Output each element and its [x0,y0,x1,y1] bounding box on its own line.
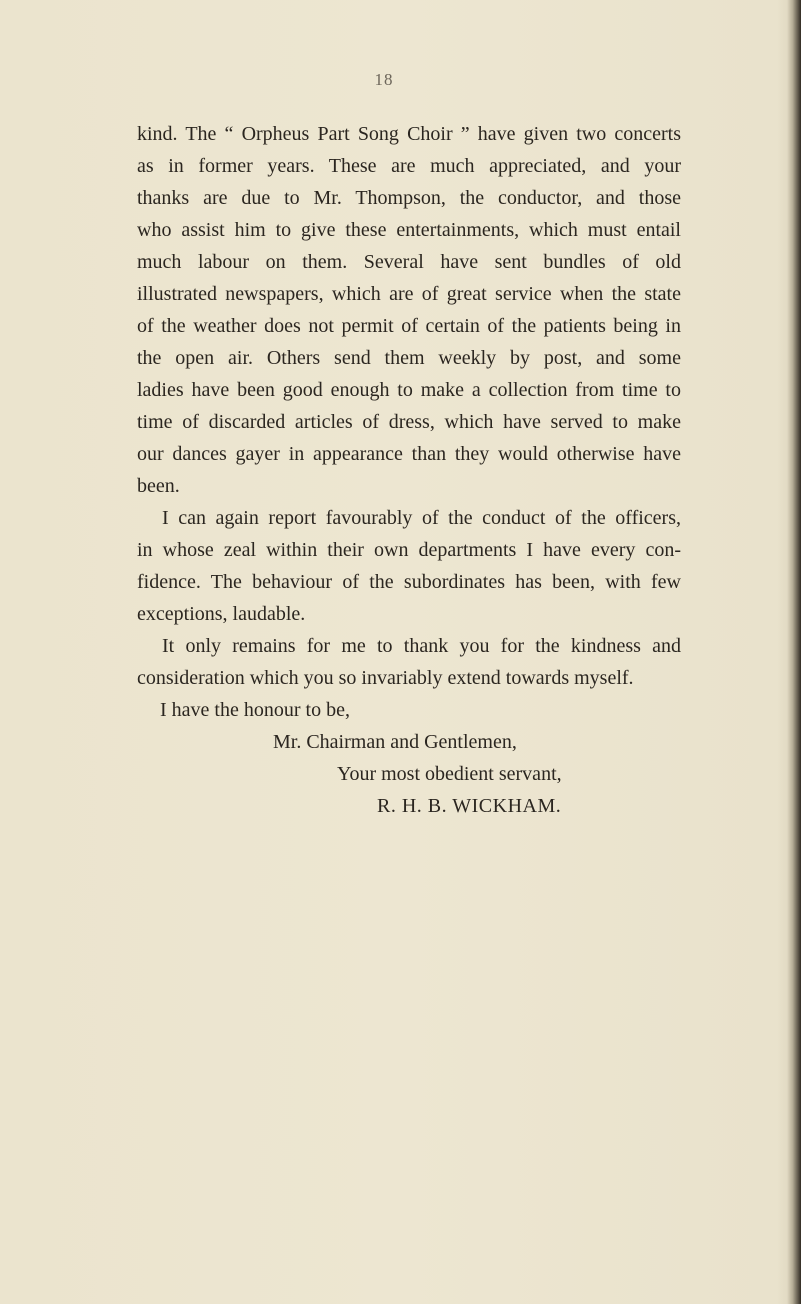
text-line: thanks are due to Mr. Thompson, the conductor, and those [137,187,681,209]
text-line: who assist him to give these entertainments, which must entail [137,219,681,241]
text-line: in whose zeal within their own departments I have every con- [137,539,681,561]
text-line: of the weather does not permit of certain of the patients being in [137,315,681,337]
text-line: exceptions, laudable. [137,603,306,625]
page-edge-shadow [787,0,801,1304]
text-line: been. [137,475,180,497]
text-line: much labour on them. Several have sent bundles of old [137,251,681,273]
report-body [137,118,681,822]
closing-line: I have the honour to be, [160,699,350,721]
text-line: time of discarded articles of dress, which have served to make [137,411,681,433]
signature: R. H. B. WICKHAM. [377,795,562,817]
text-line: I can again report favourably of the conduct of the officers, [162,507,681,529]
text-line: as in former years. These are much appreciated, and your [137,155,681,177]
text-line: consideration which you so invariably extend towards myself. [137,667,634,689]
text-line: ladies have been good enough to make a collection from time to [137,379,681,401]
page-number: 18 [374,70,394,89]
text-line: kind. The “ Orpheus Part Song Choir ” have given two concerts [137,123,681,145]
text-line: It only remains for me to thank you for the kindness and [162,635,681,657]
closing-servant: Your most obedient servant, [337,763,562,785]
text-line: illustrated newspapers, which are of great service when the state [137,283,681,305]
closing-salutation: Mr. Chairman and Gentlemen, [273,731,517,753]
text-line: our dances gayer in appearance than they would otherwise have [137,443,681,465]
text-line: fidence. The behaviour of the subordinates has been, with few [137,571,681,593]
text-line: the open air. Others send them weekly by post, and some [137,347,681,369]
